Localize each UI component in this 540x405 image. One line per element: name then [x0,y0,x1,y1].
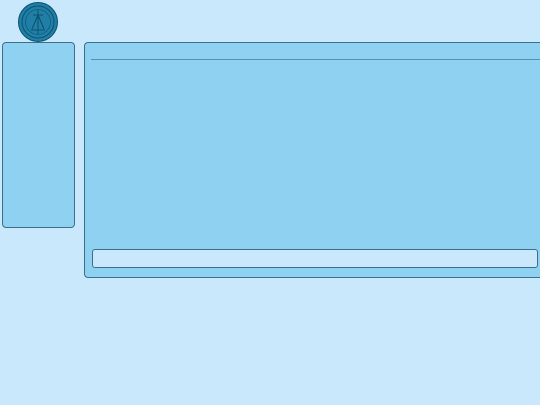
sidebar [2,42,75,228]
title-divider [91,59,540,60]
article-panel [84,42,540,278]
site-footer [92,249,538,268]
compass-crest-icon [19,3,57,41]
site-logo[interactable] [18,2,58,42]
